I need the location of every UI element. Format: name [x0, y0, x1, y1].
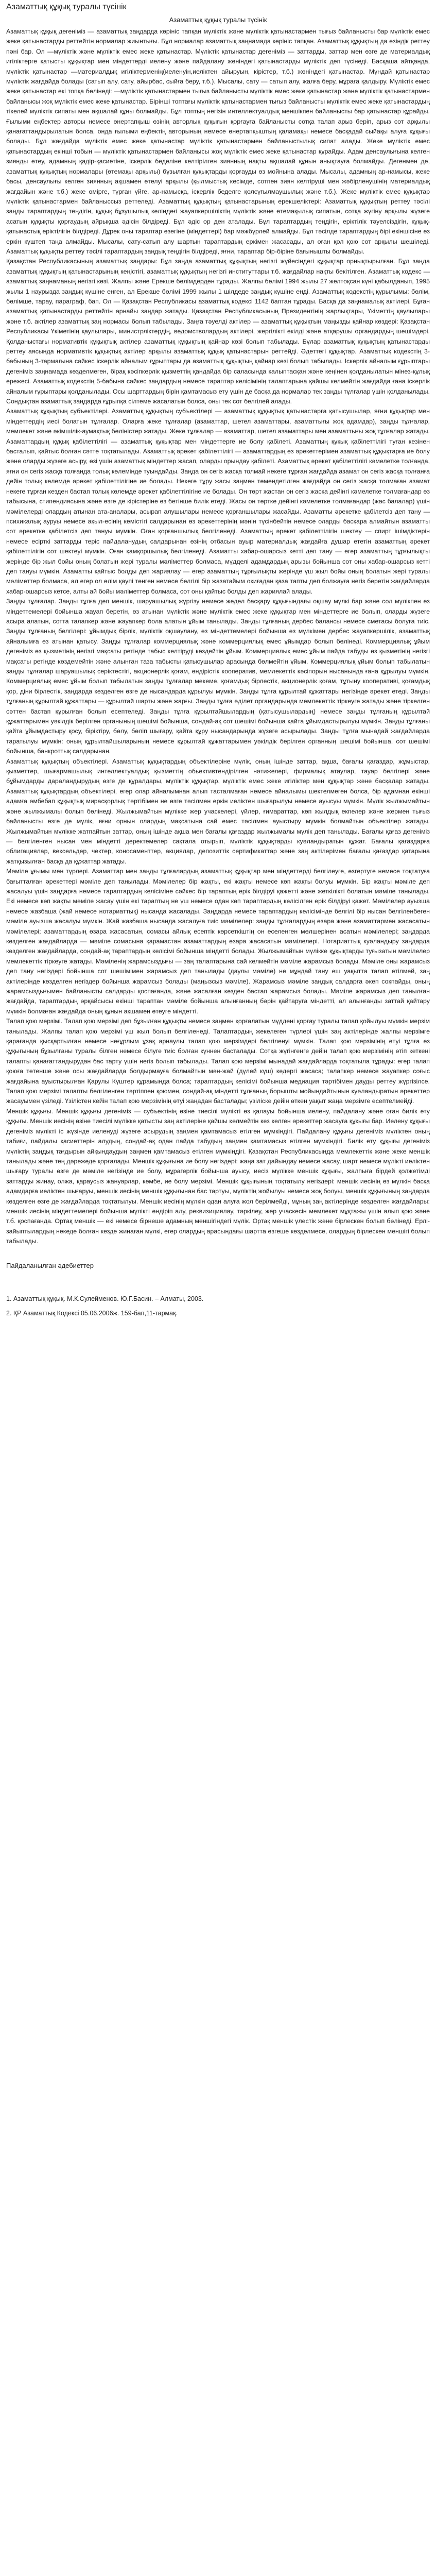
body-paragraph: Меншік құқығы. Меншік құқығы дегеніміз — субъектінің өзіне тиесілі мүлікті өз қалауы бойынша иелену, пайдалану және оған билік ету құқығы. Меншік иесінің өзіне тиесілі мүлікке қатысты заң актілеріне қайшы келмейтін кез келген әрекеттер жасауға құқығы бар. Иелену құқығы дегеніміз мүлікті іс жүзінде иеленуді жүзеге асырудың заңмен қамтамасыз етілген мүмкіндігі. Пайдалану құқығы дегеніміз мүліктен оның табиғи, пайдалы қасиеттерін алудың, сондай-ақ одан пайда табудың заңмен қамтамасыз етілген мүмкіндігі. Билік ету құқығы дегеніміз мүліктің заңдық тағдырын айқындаудың заңмен қамтамасыз етілген мүмкіндігі. Қазақстан Республикасында мемлекеттік және жеке меншік танылады және тең дәрежеде қорғалады. Меншік құқығына ие болу негіздері: жаңа зат дайындау немесе жасау, шарт немесе мүлікті иеліктен шығару туралы өзге де мәміле негізінде ие болу, мұрагерлік бойынша ауысу, иесіз мүлікке меншік құқығы, жалпыға бірдей қолжетімді заттарды жинау, олжа, қараусыз жануарлар, көмбе, ие болу мерзімі. Меншік құқығының тоқтатылу негіздері: меншік иесінің өз мүлкін басқа адамдарға иеліктен шығаруы, меншік иесінің меншік құқығынан бас тартуы, мүліктің жойылуы немесе жоқ болуы, меншік құқығының заңдарда көзделген өзге де жағдайларда тоқтатылуы. Меншік иесінің мүлкін одан алуға жол берілмейді, мұның заң актілерінде көзделген жағдайлары: меншік иесінің міндеттемелері бойынша мүлікті өндіріп алу, реквизициялау, тәркілеу, жер учаскесін мемлекет мұқтажы үшін алып қою және т.б. қоспағанда. Ортақ меншік — екі немесе бірнеше адамның меншігіндегі мүлік. Ортақ меншік үлестік және бірлескен болып бөлінеді. Ерлі-зайыптылардың некеде болған кезде жинаған мүлкі, егер олардың арасындағы шартта өзгеше көзделмесе, олардың бірлескен меншігі болып табылады. — [6, 1107, 430, 1245]
reference-item: 1. Азаматтық құқық. М.К.Сулейменов. Ю.Г.Басин. – Алматы, 2003. — [6, 1295, 204, 1302]
body-paragraph: Заңды тұлғалар. Заңды тұлға деп меншік, шаруашылық жүргізу немесе жедел басқару құқығындағы оқшау мүлкі бар және сол мүлікпен өз міндеттемелері бойынша жауап беретін, өз атынан мүліктік және мүліктік емес жеке құқықтар мен міндеттерге ие болып, оларды жүзеге асыра алатын, сотта талапкер және жауапкер бола алатын ұйым танылады. Заңды тұлғаның дербес балансы немесе сметасы болуға тиіс. Заңды тұлғаның белгілері: ұйымдық бірлік, мүліктік оқшаулану, өз міндеттемелері бойынша өз мүлкімен дербес жауапкершілік, азаматтық айналымға өз атынан қатысу. Заңды тұлғалар коммерциялық және коммерциялық емес ұйымдар болып бөлінеді. Коммерциялық ұйым дегеніміз өз қызметінің негізгі мақсаты ретінде табыс келтіруді көздейтін ұйым. Коммерциялық емес ұйым пайда табуды өз қызметінің негізгі мақсаты ретінде көздемейтін және алынған таза табысты қатысушылар арасында бөлмейтін ұйым. Коммерциялық ұйым болып табылатын заңды тұлғалар шаруашылық серіктестігі, акционерлік қоғам, өндірістік кооператив, мемлекеттік кәсіпорын нысанында ғана құрылуы мүмкін. Коммерциялық емес ұйым болып табылатын заңды тұлғалар мекеме, қоғамдық бірлестік, акционерлік қоғам, тұтыну кооперативі, қоғамдық қор, діни бірлестік, заңдарда көзделген өзге де нысандарда құрылуы мүмкін. Заңды тұлға құрылтай құжаттары негізінде әрекет етеді. Заңды тұлғаның құрылтай құжаттары — құрылтай шарты және жарғы. Заңды тұлға әділет органдарында мемлекеттік тіркеуге жатады және тіркелген сәттен бастап құрылған болып есептеледі. Заңды тұлға құрылтайшылардың (қатысушылардың) немесе заңды тұлғаның құрылтай құжаттарымен уәкілдік берілген органының шешімі бойынша, сондай-ақ сот шешімі бойынша қайта ұйымдастырылуы мүмкін. Заңды тұлғаны қайта ұйымдастыру қосу, біріктіру, бөлу, бөліп шығару, қайта құру нысандарында жүзеге асырылады. Заңды тұлға мынадай жағдайларда таратылуы мүмкін: оның құрылтайшыларының немесе құрылтай құжаттарымен уәкілдік берілген органның шешімі бойынша, сот шешімі бойынша, банкроттық салдарынан. — [6, 598, 430, 755]
article-body — [6, 27, 430, 1247]
references-list — [6, 1294, 430, 1318]
body-paragraph: Қазақстан Республикасының азаматтық заңдары: Бұл заңда азаматтық құқықтың негізгі жүйесіндегі құқықтар орнықтырылған. Бұл заңда азаматтық құқықтың қатынастарының кеңістігі, азаматтық құқықтың негізгі институттары т.б. жағдайлар нақты бекітілген. Азаматтық кодекс — азаматтық заңнаманың негізгі көзі. Жалпы және Ерекше бөлімдерден тұрады. Жалпы бөлімі 1994 жылы 27 желтоқсан күні қабылданып, 1995 жылы 1 наурызда заңдық күшіне енген, ал Ерекше бөлімі 1999 жылы 1 шілдеде заңдық күшіне енді. Азаматтық кодекстің құрылымы: бөлім, бөлімше, тарау, параграф, бап. Ол — Қазақстан Республикасы азаматтық кодексі 1142 баптан тұрады. Басқа да заңнамалық актілері. Бұған азаматтық қатынастарды реттейтін арнайы заңдар жатады. Қазақстан Республикасының Президентінің жарлықтары, Үкіметтің қаулылары және т.б. актілер азаматтық заң нормасы болып табылады. Заңға тәуелді актілер — азаматтық құқықтың маңызды қайнар көздері: Қазақстан Республикасы Үкіметінің қаулылары, министрліктердің, ведомстволардың актілері, жергілікті өкілді және атқарушы органдардың шешімдері. Қолданыстағы нормативтік құқықтық актілер азаматтық құқықтың қайнар көзі болып табылады. Бұлар азаматтық құқықтың қатынастарды реттеу аясында нормативтік құқықтық актілер арқылы азаматтық құқық қатынастарын реттейді. Әдеттегі құқықтар. Азаматтық кодекстің 3-бабының 3-тармағына сәйкес іскерлік айналым ғұрыптары да азаматтық құқықтың қайнар көзі болып табылады. Іскерлік айналым ғұрыптары дегеніміз заңнамада көзделмеген, бірақ кәсіпкерлік қызметтің қандайда бір саласында қалыптасқан және кеңінен қолданылатын мінез-құлық ережесі. Азаматтық кодекстің 5-бабына сәйкес заңдардың немесе тараптар келісімінің талаптарына қайшы келмейтін жағдайда ғана іскерлік айналым ғұрыптары қолданылады. Осы шарттардың бірін қамтамасыз ету үшін де басқа да нормалар тек заңды тұлғалар үшін қолданылады. Сондықтан азаматтық заңдарда ғұрыпқа сілтеме жасалатын болса, оны тек сот белгілей алады. — [6, 258, 430, 405]
body-paragraph: Талап қою мерзімі. Талап қою мерзімі деп бұзылған құқықты немесе заңмен қорғалатын мүддені қорғау туралы талап қойылуы мүмкін мерзім танылады. Жалпы талап қою мерзімі үш жыл болып белгіленеді. Талаптардың жекелеген түрлері үшін заң актілерінде жалпы мерзімге қарағанда қысқартылған немесе неғұрлым ұзақ арнаулы талап қою мерзімдері белгіленуі мүмкін. Талап қою мерзімінің өтуі тұлға өз құқығының бұзылғаны туралы білген немесе білуге тиіс болған күннен басталады. Сотқа жүгінгенге дейін талап қою мерзімінің өтіп кеткені талапты қанағаттандырудан бас тарту үшін негіз болып табылады. Талап қою мерзімі мынадай жағдайларда тоқтатыла тұрады: егер талап қоюға төтенше және осы жағдайларда болдырмауға болмайтын мән-жай (дүлей күш) кедергі жасаса; талапкер немесе жауапкер соғыс жағдайына ауыстырылған Қарулы Күштер құрамында болса; тараптардың келісімі бойынша медиация тәртібімен дауды реттеу жүргізілсе. Талап қою мерзімі талапты белгіленген тәртіппен қоюмен, сондай-ақ міндетті тұлғаның борышты мойындайтынын куәландыратын әрекеттер жасауымен үзіледі. Үзілістен кейін талап қою мерзімінің өтуі жаңадан басталады; үзіліске дейін өткен уақыт жаңа мерзімге есептелмейді. — [6, 1018, 430, 1105]
reference-item: 2. ҚР Азаматтық Кодексі 05.06.2006ж. 159-бап,11-тармақ. — [6, 1309, 178, 1317]
article-subtitle: Азаматтық құқық туралы түсінік — [169, 16, 267, 24]
body-paragraph: Мәміле ұғымы мен түрлері. Азаматтар мен заңды тұлғалардың азаматтық құқықтар мен міндеттерді белгілеуге, өзгертуге немесе тоқтатуға бағытталған әрекеттері мәміле деп танылады. Мәмілелер бір жақты, екі жақты немесе көп жақты болуы мүмкін. Бір жақты мәміле деп жасалуы үшін заңдарға немесе тараптардың келісіміне сәйкес бір тараптың ерік білдіруі қажетті және жеткілікті болатын мәміле танылады. Екі немесе көп жақты мәміле жасау үшін екі тараптың не үш немесе одан көп тараптардың келісілген ерік білдіруі қажет. Мәмілелер ауызша немесе жазбаша (жай немесе нотариаттық) нысанда жасалады. Заңдарда немесе тараптардың келісімінде белгілі бір нысан белгіленбеген мәміле ауызша жасалуы мүмкін. Жай жазбаша нысанда жасалуға тиіс мәмілелер: заңды тұлғалардың өзара және азаматтармен жасасатын мәмілелері; азаматтардың өзара жасасатын, сомасы айлық есептік көрсеткіштің он еселенген мөлшерінен асатын мәмілелері; заңдарда көзделген жағдайларда — мәміле сомасына қарамастан азаматтардың өзара жасасатын мәмілелері. Нотариаттық куәландыру заңдарда көзделген жағдайларда, сондай-ақ тараптардың келісімі бойынша міндетті болады. Жылжымайтын мүлікке құқықтарды туғызатын мәмілелер мемлекеттік тіркеуге жатады. Мәміленің жарамсыздығы — заң талаптарына сай келмейтін мәміле жарамсыз болады. Мәміле оны жарамсыз деп тану негіздері бойынша сот шешімімен жарамсыз деп танылады (даулы мәміле) не мұндай тану еш уақытта талап етілмей, заң актілерінде көзделген негіздер бойынша жарамсыз болады (маңызсыз мәміле). Жарамсыз мәміле заңдық салдарға әкеп соқпайды, оның жарамсыздығымен байланысты салдарды қоспағанда, және жасалған кезден бастап жарамсыз болады. Мәміле жарамсыз деп танылған жағдайда, тараптардың әрқайсысы екінші тараптан мәміле бойынша алынғанның бәрін қайтаруға міндетті, ал алынғанды заттай қайтару мүмкін болмаған жағдайда оның құнын ақшамен өтеуге міндетті. — [6, 868, 430, 1015]
body-paragraph: Азаматтық құқық дегеніміз — азаматтық заңдарда көрініс тапқан мүліктік және мүліктік қатынастармен тығыз байланысты бар мүліктік емес жеке қатынастарды реттейтін нормалар жиынтығы. Бұл нормалар азаматтық заңнамада көрініс тапқан. Азаматтық құқықтың да өзіндік реттеу пәні бар. Ол —мүліктік және мүліктік емес жеке қатынастар. Мүліктік қатынастар дегеніміз — заттарды, заттар мен өзге де материалдық игіліктерге қатысты құқықтар мен міндеттерді иелену және пайдалану жөніндегі қатынастарды мүліктік деп түсінеді. Басқаша айтқанда, мүліктік қатынастар —материалдық игіліктерменің(иеленуін,иеліктен айыруын, кірістер, т.б.) жөніндегі қатынастар. Мұндай қатынастар мүліктік жағдайда болады (сатып алу, сату, айырбас, сыйға беру, т.б.). Мысалы, сату — сатып алу, жалға беру, мұраға қалдыру. Мүліктік емес жеке қатынастар екі топқа бөлінеді: —мүліктік қатынастармен тығыз байланысты мүліктік емес жеке қатынастар және мүліктік қатынастармен байланысы жоқ мүліктік емес жеке қатынастар. Бірінші топтағы мүліктік қатынастармен тығыз байланысты мүліктік емес жеке қатынастардың тікелей мүліктік сипаты мен ақшалай құны болмайды. Бұл топтың негізін интеллектуалдық меншікпен байланысты бар қатынастар құрайды. Ғылыми еңбектер авторы немесе өнертапқыш өзінің авторлық құқығын қорғауға байланысты сотқа талап арыз беріп, арыз сот арқылы қанағаттандырылатын болса, онда ғылыми еңбектің авторының немесе өнертапқыштың қаламақы немесе басқадай сыйақы алуға құқығы болады. Бұл жағдайда мүліктік емес жеке қатынастар мүліктік қатынастармен байланыстылық сипат алады. Жеке мүліктік емес қатынастардың екінші тобын — мүліктік қатынастармен байланысы жоқ мүліктік емес жеке қатынастар құрайды. Адам денсаулығына келген зиянды өтеу, адамның қадір-қасиетіне, іскерлік беделіне келтірілген зиянның нақты ақшалай құнын анықтауға болмайды. Дегенмен де, азаматтық құқықтың нормалары (өтемақы арқылы) бұзылған құқықтарды қорғауды өз мойнына алады. Мысалы, адамның ар-намысы, жеке басы, денсаулығы келген зиянның ақшамен өтелуі арқылы (қылмыстық кесімде, сотпен зиян келтіруші мен жәбірленушінің материалдық жағдайын және т.б.) жеке өмірге, тұрған үйге, ар-намысқа, іскерлік беделге қолсұғылмаушылық және т.б.). Жеке мүліктік емес құқықтар мүліктік қатынастармен байланыссыз реттеледі. Азаматтық құқықтың қатынастарының ерекшеліктері: Азаматтық құқықтың реттеу тәсілі заңды тараптардың теңдігін, құқық бұзушылық келіндеғі жауапкершіліктің мүліктік және өтемақылық сипатын, сотқа жүгіну арқылы жүзеге асатын құқықты қорғаудың айрықша әдісін білдіреді. Бұл әдіс ор ден аталады. Бұл тараптардың теңдігін, еріктілік тәуелсіздігін, құқық-қатынастық еріктілігін білдіреді. Дұрек оны тараптар өзегіне (міндеттері) бар мәжбүрлей алмайды. Бұл тәсілде тараптардың бірі екіншісіне өз еркін күштеп таңа алмайды. Мысалы, сату-сатып алу шартын тараптардың еркімен жасасады, ал оған қол қою сот арқылы шешіледі. Азаматтық құқықты реттеу тәсілі тараптардың заңдық теңдігін білдіреді, яғни, тараптар бір-біріне бағынышты болмайды. — [6, 28, 430, 255]
body-paragraph: Азаматтық құқықтың субъектілері. Азаматтық құқықтың субъектілері — азаматтық құқықтық қатынастарға қатысушылар, яғни құқықтар мен міндеттердің иесі болатын тұлғалар. Оларға жеке тұлғалар (азаматтар, шетел азаматтары, азаматтығы жоқ адамдар), заңды тұлғалар, мемлекет және әкімшілік-аумақтық бөліністер жатады. Жеке тұлғалар — азаматтар, шетел азаматтары мен азаматтығы жоқ тұлғалар жатады. Азаматтардың құқық қабілеттілігі — азаматтық құқықтар мен міндеттерге ие болу қабілеті. Азаматтың құқық қабілеттілігі туған кезінен басталып, қайтыс болған сәтте тоқтатылады. Азаматтық әрекет қабілеттілігі — азаматтардың өз әрекеттерімен азаматтық құқықтарға ие болу және оларды жүзеге асыру, өзі үшін азаматтық міндеттер жасап, оларды орындау қабілеті. Азаматтық әрекет қабілеттілігі кәмелетке толғанда, яғни он сегіз жасқа толғанда толық көлемінде туындайды. Заңда он сегіз жасқа толмай некеге тұрған жағдайда азамат он сегіз жасқа толғанға дейін толық көлемде әрекет қабілеттілігіне ие болады. Некеге тұру жасы заңмен төмендетілген жағдайда он сегіз жасқа толмаған азамат некеге тұрған кезден бастап толық көлемде әрекет қабілеттілігіне ие болады. Он төрт жастан он сегіз жасқа дейінгі кәмелетке толмағандар өз табысына, стипендиясына және өзге де кірістеріне өз бетінше билік етеді. Жасы он төртке дейінгі кәмелетке толмағандар (жас балалар) үшін мәмілелерді олардың атынан ата-аналары, асырап алушылары немесе қорғаншылары жасайды. Азаматты әрекетке қабілетсіз деп тану — психикалық ауруы немесе ақыл-есінің кемістігі салдарынан өз әрекеттерінің мәнін түсінбейтін немесе оларды басқара алмайтын азаматты сот әрекетке қабілетсіз деп тануы мүмкін. Оған қорғаншылық белгіленеді. Азаматтың әрекет қабілеттілігін шектеу — спирт ішімдіктерін немесе есірткі заттарды теріс пайдаланудың салдарынан өзінің отбасын ауыр материалдық жағдайға душар ететін азаматтың әрекет қабілеттілігін сот шектеуі мүмкін. Оған қамқоршылық белгіленеді. Азаматты хабар-ошарсыз кетті деп тану — егер азаматтың тұрғылықты жерінде бір жыл бойы оның болатын жері туралы мәліметтер болмаса, мүдделі адамдардың арызы бойынша сот оны хабар-ошарсыз кетті деп тануы мүмкін. Азаматты қайтыс болды деп жариялау — егер азаматтың тұрғылықты жерінде үш жыл бойы оның болатын жері туралы мәліметтер болмаса, ал егер ол өлім қаупі төнген немесе белгілі бір жазатайым оқиғадан қаза тапты деп болжауға негіз беретін жағдайларда хабар-ошарсыз кетсе, алты ай бойы мәліметтер болмаса, сот оны қайтыс болды деп жариялай алады. — [6, 408, 430, 595]
body-paragraph: Азаматтық құқықтың объектілері. Азаматтық құқықтардың объектілеріне мүлік, оның ішінде заттар, ақша, бағалы қағаздар, жұмыстар, қызметтер, шығармашылық интеллектуалдық қызметтің обьективтендірілген нәтижелері, фирмалық атаулар, тауар белгілері және бұйымдарды дараландырудың өзге де құралдары, мүліктік құқықтар, мүліктік емес жеке игіліктер мен құқықтар және басқалар жатады. Азаматтық құқықтардың объектілері, егер олар айналымнан алып тасталмаған немесе айналымы шектелмеген болса, бір адамнан екінші адамға әмбебап құқықтық мирасқорлық тәртібімен не өзге тәсілмен еркін иеліктен шығарылуы немесе ауысуы мүмкін. Мүлік жылжымайтын және жылжымалы болып бөлінеді. Жылжымайтын мүлікке жер учаскелері, үйлер, ғимараттар, көп жылдық екпелер және жермен тығыз байланысты өзге де мүлік, яғни орнын олардың мақсатына сай емес тәсілмен ауыстыру мүмкін болмайтын объектілер жатады. Жылжымайтын мүлікке жатпайтын заттар, оның ішінде ақша мен бағалы қағаздар жылжымалы мүлік деп танылады. Бағалы қағаз дегеніміз — белгіленген нысан мен міндетті деректемелер сақтала отырып, мүліктік құқықтарды куәландыратын құжат. Бағалы қағаздарға облигациялар, вексельдер, чектер, коносаменттер, акциялар, депозиттік сертификаттар және заң актілерімен бағалы қағаздар қатарына жатқызылған басқа да құжаттар жатады. — [6, 757, 430, 865]
references-heading: Пайдаланылған әдебиеттер — [6, 1261, 94, 1269]
page-title: Азаматтық құқық туралы түсінік — [6, 3, 127, 11]
